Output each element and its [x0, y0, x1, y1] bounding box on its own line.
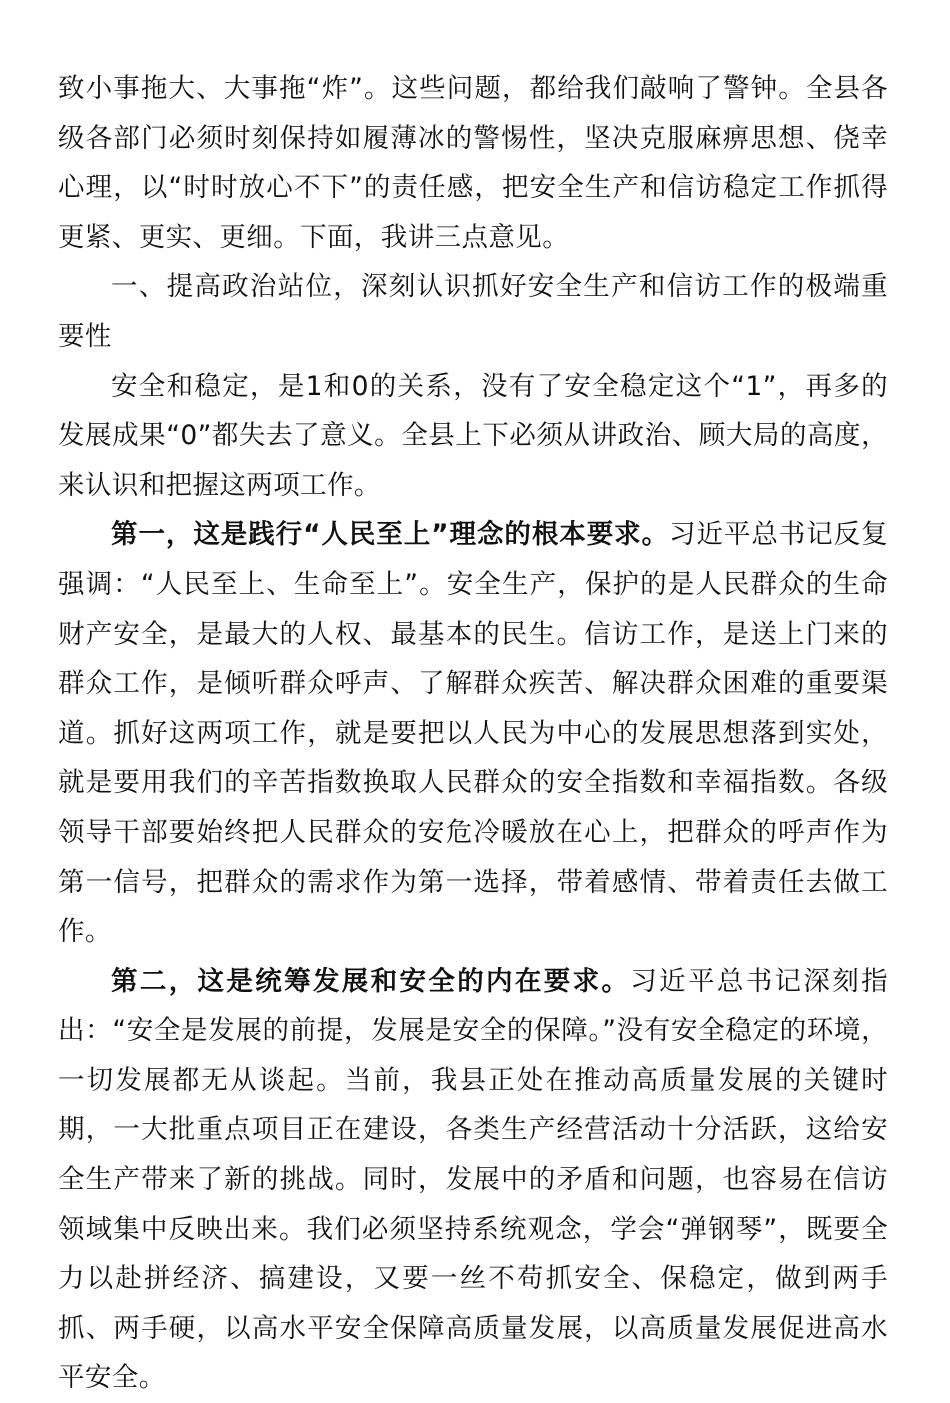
paragraph-continuation — [58, 64, 888, 262]
section-heading — [58, 262, 888, 361]
section-heading-text: 一、提高政治站位，深刻认识抓好安全生产和信访工作的极端重要性 — [58, 271, 888, 352]
point-two-lead: 第二，这是统筹发展和安全的内在要求。 — [111, 965, 631, 997]
paragraph-text: 习近平总书记深刻指出：“安全是发展的前提，发展是安全的保障。”没有安全稳定的环境，一切发展都无从谈起。当前，我县正处在推动高质量发展的关键时期，一大批重点项目正在建设，各类生产经营活动十分活跃，这给安全生产带来了新的挑战。同时，发展中的矛盾和问题，也容易在信访领域集中反映出来。我们必须坚持系统观念，学会“弹钢琴”，既要全力以赴拼经济、搞建设，又要一丝不苟抓安全、保稳定，做到两手抓、两手硬，以高水平安全保障高质量发展，以高质量发展促进高水平安全。 — [58, 965, 888, 1394]
paragraph-text: 安全和稳定，是1和0的关系，没有了安全稳定这个“1”，再多的发展成果“0”都失去了意义。全县上下必须从讲政治、顾大局的高度，来认识和把握这两项工作。 — [58, 370, 888, 501]
paragraph-text: 习近平总书记反复强调：“人民至上、生命至上”。安全生产，保护的是人民群众的生命财产安全，是最大的人权、最基本的民生。信访工作，是送上门来的群众工作，是倾听群众呼声、了解群众疾苦、解决群众困难的重要渠道。抓好这两项工作，就是要把以人民为中心的发展思想落到实处，就是要用我们的辛苦指数换取人民群众的安全指数和幸福指数。各级领导干部要始终把人民群众的安危冷暖放在心上，把群众的呼声作为第一信号，把群众的需求作为第一选择，带着感情、带着责任去做工作。 — [58, 519, 888, 948]
point-one-lead: 第一，这是践行“人民至上”理念的根本要求。 — [111, 519, 670, 551]
paragraph-point-two — [58, 957, 888, 1403]
document-body — [58, 64, 888, 1403]
paragraph-text: 致小事拖大、大事拖“炸”。这些问题，都给我们敲响了警钟。全县各级各部门必须时刻保持如履薄冰的警惕性，坚决克服麻痹思想、侥幸心理，以“时时放心不下”的责任感，把安全生产和信访稳定工作抓得更紧、更实、更细。下面，我讲三点意见。 — [58, 73, 888, 253]
paragraph-point-one — [58, 510, 888, 956]
paragraph-intro — [58, 362, 888, 511]
